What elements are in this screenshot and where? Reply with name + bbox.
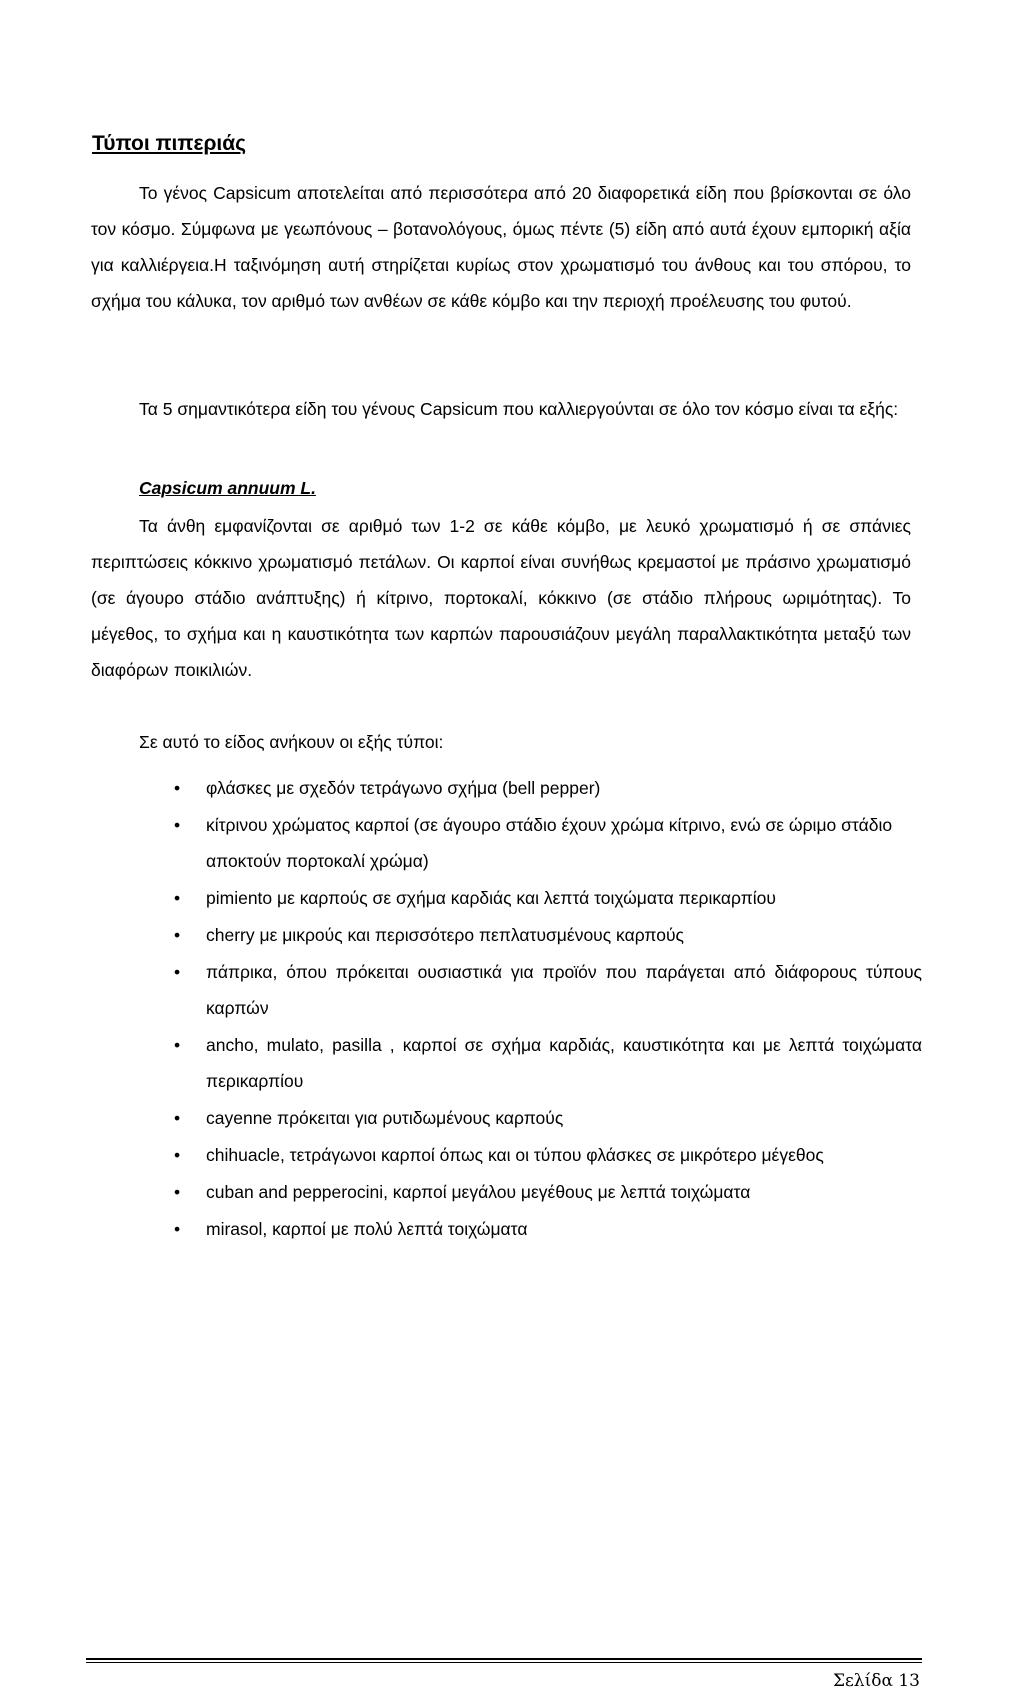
bullet-icon: • [174,1219,181,1239]
species-heading: Capsicum annuum L. [139,478,316,498]
list-item [0,1137,922,1173]
list-item-text: pimiento με καρπούς σε σχήμα καρδιάς και λεπτά τοιχώματα περικαρπίου [206,888,776,908]
footer-rule-thick [86,1658,922,1660]
types-intro: Σε αυτό το είδος ανήκουν οι εξής τύποι: [139,732,444,752]
bullet-icon: • [174,1182,181,1202]
bullet-icon: • [174,1145,181,1165]
list-item-text: κίτρινου χρώματος καρποί (σε άγουρο στάδιο έχουν χρώμα κίτρινο, ενώ σε ώριμο στάδιο αποκτούν πορτοκαλί χρώμα) [206,815,893,871]
species-description: Τα άνθη εμφανίζονται σε αριθμό των 1-2 σε κάθε κόμβο, με λευκό χρωματισμό ή σε σπάνιες περιπτώσεις κόκκινο χρωματισμό πετάλων. Οι καρποί είναι συνήθως κρεμαστοί με πράσινο χρωματισμό (σε άγουρο στάδιο ανάπτυξης) ή κίτρινο, πορτοκαλί, κόκκινο (σε στάδιο πλήρους ωριμότητας). Το μέγεθος, το σχήμα και η καυστικότητα των καρπών παρουσιάζουν μεγάλη παραλλακτικότητα μεταξύ των διαφόρων ποικιλιών. [91,516,911,680]
list-item [0,917,922,953]
page-number: Σελίδα 13 [832,1671,920,1691]
list-item-text: cayenne πρόκειται για ρυτιδωμένους καρπούς [206,1108,564,1128]
list-item-text: φλάσκες με σχεδόν τετράγωνο σχήμα (bell pepper) [206,778,601,798]
section-title: Τύποι πιπεριάς [92,132,247,155]
list-item [0,1211,922,1247]
list-item [0,1100,922,1136]
footer-rule-thin [86,1662,922,1663]
bullet-icon: • [174,962,181,982]
bullet-icon: • [174,1108,181,1128]
species-count-paragraph: Τα 5 σημαντικότερα είδη του γένους Capsicum που καλλιεργούνται σε όλο τον κόσμο είναι τα εξής: [139,399,899,419]
list-item-text: ancho, mulato, pasilla , καρποί σε σχήμα καρδιάς, καυστικότητα και με λεπτά τοιχώματα περικαρπίου [206,1035,922,1091]
list-item [0,1027,922,1099]
list-item [0,807,922,879]
list-item-text: mirasol, καρποί με πολύ λεπτά τοιχώματα [206,1219,528,1239]
list-item [0,1174,922,1210]
list-item-text: cuban and pepperocini, καρποί μεγάλου μεγέθους με λεπτά τοιχώματα [206,1182,751,1202]
types-list [0,770,1024,1248]
list-item [0,954,922,1026]
bullet-icon: • [174,1035,181,1055]
list-item [0,770,922,806]
list-item-text: chihuacle, τετράγωνοι καρποί όπως και οι τύπου φλάσκες σε μικρότερο μέγεθος [206,1145,824,1165]
list-item [0,880,922,916]
list-item-text: cherry με μικρούς και περισσότερο πεπλατυσμένους καρπούς [206,925,684,945]
bullet-icon: • [174,778,181,798]
bullet-icon: • [174,815,181,835]
list-item-text: πάπρικα, όπου πρόκειται ουσιαστικά για προϊόν που παράγεται από διάφορους τύπους καρπών [206,962,922,1018]
bullet-icon: • [174,925,181,945]
intro-paragraph: Το γένος Capsicum αποτελείται από περισσότερα από 20 διαφορετικά είδη που βρίσκονται σε όλο τον κόσμο. Σύμφωνα με γεωπόνους – βοτανολόγους, όμως πέντε (5) είδη από αυτά έχουν εμπορική αξία για καλλιέργεια.Η ταξινόμηση αυτή στηρίζεται κυρίως στον χρωματισμό του άνθους και του σπόρου, το σχήμα του κάλυκα, τον αριθμό των ανθέων σε κάθε κόμβο και την περιοχή προέλευσης του φυτού. [91,183,911,311]
bullet-icon: • [174,888,181,908]
